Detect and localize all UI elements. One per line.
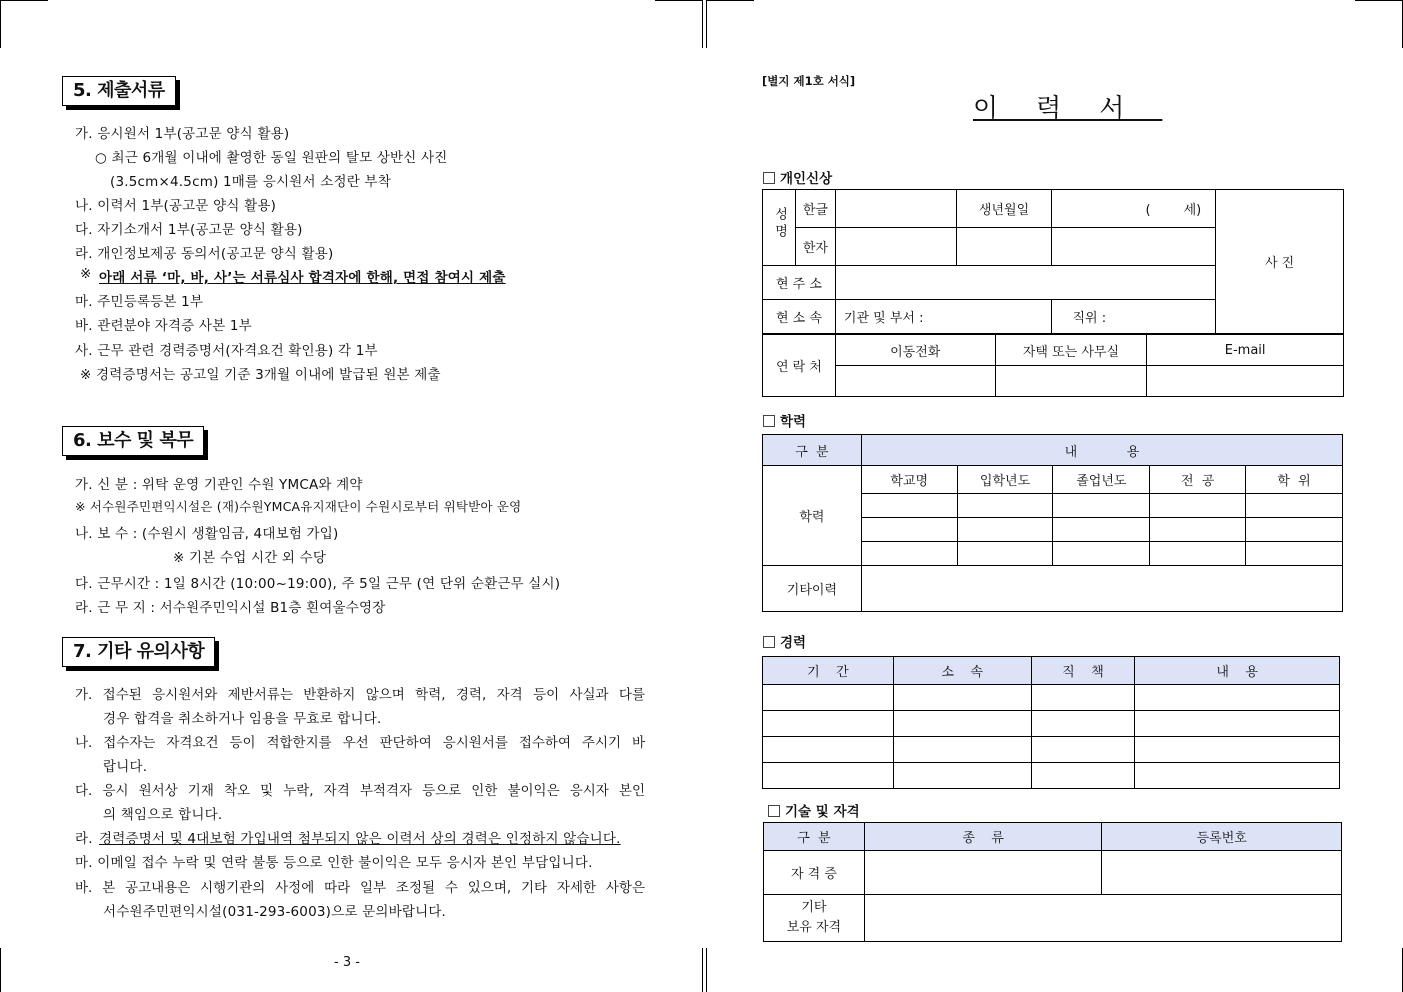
career-cell[interactable] [893,737,1031,763]
edu-cell[interactable] [1053,518,1150,542]
section-5-heading: 5. 제출서류 [62,76,176,106]
text-line: 나. 이력서 1부(공고문 양식 활용) [75,198,277,214]
edu-sub-header: 학교명 [861,466,957,494]
notice-text: 아래 서류 ‘마, 바, 사’는 서류심사 합격자에 한해, 면접 참여시 제출 [99,270,506,286]
career-table [762,656,1340,789]
hanja-label: 한자 [795,228,835,266]
edu-cell[interactable] [957,542,1053,566]
underlined-notice: 경력증명서 및 4대보험 가입내역 첨부되지 않은 이력서 상의 경력은 인정하지 않습니다. [99,831,621,847]
edu-cell[interactable] [861,494,957,518]
text-line: 다. 근무시간 : 1일 8시간 (10:00~19:00), 주 5일 근무 (연 단위 순환근무 실시) [75,576,561,592]
checkbox-icon [763,172,775,184]
section-6-heading: 6. 보수 및 복무 [62,426,204,456]
career-col-period: 기 간 [763,657,894,685]
text-line: 경우 합격을 취소하거나 임용을 무효로 합니다. [103,711,382,727]
edu-cell[interactable] [1246,518,1343,542]
mobile-header: 이동전화 [835,335,995,366]
edu-cell[interactable] [1246,542,1343,566]
crop-mark [0,0,1,48]
cert-table [763,822,1342,942]
hangul-field[interactable] [835,190,956,228]
address-field[interactable] [835,266,1215,300]
career-cell[interactable] [1135,737,1340,763]
address-label: 현 주 소 [763,266,836,300]
text-line: 마. 주민등록등본 1부 [75,294,204,310]
text-line: 서수원주민편익시설(031-293-6003)으로 문의바랍니다. [103,904,447,920]
career-cell[interactable] [1135,685,1340,711]
edu-sub-header: 학 위 [1246,466,1343,494]
education-section-title: 학력 [763,410,806,430]
contact-table [762,334,1344,397]
other-cert-label-line2: 보유 자격 [786,920,842,935]
text-line: 마. 이메일 접수 누락 및 연락 불통 등으로 인한 불이익은 모두 응시자 본인 부담입니다. [75,855,593,871]
hangul-label: 한글 [795,190,835,228]
notice-mark: ※ [80,266,92,282]
personal-section-title: 개인신상 [763,167,832,187]
career-col-org: 소 속 [893,657,1031,685]
hanja-extra-field[interactable] [956,228,1052,266]
mobile-field[interactable] [835,366,995,397]
text-line: 가. 신 분 : 위탁 운영 기관인 수원 YMCA와 계약 [75,477,363,493]
text-line: 다. 자기소개서 1부(공고문 양식 활용) [75,222,303,238]
text-line: 다. 응시 원서상 기재 착오 및 누락, 자격 부적격자 등으로 인한 불이익은 응시자 본인 [75,783,645,799]
career-cell[interactable] [1031,737,1135,763]
checkbox-icon [768,805,780,817]
career-cell[interactable] [893,763,1031,789]
checkbox-icon [763,636,775,648]
cert-col-type: 종 류 [864,823,1102,851]
text-line: 라. 근 무 지 : 서수원주민익시설 B1층 흰여울수영장 [75,600,386,616]
career-cell[interactable] [893,711,1031,737]
other-cert-label-line1: 기타 [801,900,827,915]
edu-cell[interactable] [861,518,957,542]
org-field[interactable]: 기관 및 부서 : [835,300,1052,334]
edu-cell[interactable] [1053,494,1150,518]
career-cell[interactable] [1031,685,1135,711]
section-7-heading: 7. 기타 유의사항 [62,637,215,667]
text-line: 가. 접수된 응시원서와 제반서류는 반환하지 않으며 학력, 경력, 자격 등이 사실과 다를 [75,687,645,703]
text-line: 바. 본 공고내용은 시행기관의 사정에 따라 일부 조정될 수 있으며, 기타 자세한 사항은 [75,880,645,896]
hanja-field[interactable] [835,228,956,266]
home-header: 자택 또는 사무실 [995,335,1147,366]
cert-type-field[interactable] [864,851,1102,895]
edu-cell[interactable] [1246,494,1343,518]
other-cert-field[interactable] [864,895,1341,942]
email-header: E-mail [1147,335,1344,366]
edu-cell[interactable] [861,542,957,566]
edu-cell[interactable] [957,494,1053,518]
career-cell[interactable] [763,685,894,711]
cert-number-field[interactable] [1102,851,1342,895]
birth-label: 생년월일 [956,190,1052,228]
edu-sub-header: 전 공 [1150,466,1246,494]
edu-row-label: 학력 [763,466,862,566]
page-title: 이력서 [973,94,1163,124]
other-cert-label [764,895,865,942]
cert-section-title: 기술 및 자격 [768,800,860,820]
cert-col-number: 등록번호 [1102,823,1342,851]
career-cell[interactable] [763,737,894,763]
birth-field[interactable]: ( 세) [1052,190,1216,228]
crop-mark [706,0,754,1]
affiliation-label: 현 소 속 [763,300,836,334]
text-line: 사. 근무 관련 경력증명서(자격요건 확인용) 각 1부 [75,343,378,359]
career-cell[interactable] [1135,711,1340,737]
personal-info-table [762,189,1344,334]
form-label: [별지 제1호 서식] [762,74,856,88]
home-field[interactable] [995,366,1147,397]
crop-mark [706,0,707,48]
text-line: 랍니다. [103,759,148,775]
edu-cell[interactable] [1150,494,1246,518]
crop-mark [655,0,703,1]
checkbox-icon [763,415,775,427]
text-line: ※ 서수원주민편익시설은 (재)수원YMCA유지재단이 수원시로부터 위탁받아 운영 [75,499,522,514]
edu-cell[interactable] [957,518,1053,542]
edu-sub-header: 졸업년도 [1053,466,1150,494]
text-line: 나. 접수자는 자격요건 등이 적합한지를 우선 판단하여 응시원서를 접수하여 주시기 바 [75,735,645,751]
text-line: (3.5cm×4.5cm) 1매를 응시원서 소정란 부착 [110,174,391,190]
text-line: 나. 보 수 : (수원시 생활임금, 4대보험 가입) [75,526,339,542]
hanja-extra-field-2[interactable] [1052,228,1216,266]
crop-mark [702,0,703,48]
text-line: 라. [75,831,93,847]
text-line: 의 책임으로 합니다. [103,807,223,823]
email-field[interactable] [1147,366,1344,397]
page-number: - 3 - [334,955,360,970]
edu-cell[interactable] [1150,518,1246,542]
other-history-label: 기타이력 [763,566,862,612]
other-history-field[interactable] [861,566,1342,612]
text-line: 라. 개인정보제공 동의서(공고문 양식 활용) [75,246,334,262]
cert-col-category: 구 분 [764,823,865,851]
text-line: ※ 기본 수업 시간 외 수당 [173,550,327,566]
text-line: ○ 최근 6개월 이내에 촬영한 동일 원판의 탈모 상반신 사진 [95,150,448,166]
name-label: 성명 [763,190,796,266]
career-col-title: 직 책 [1031,657,1135,685]
crop-mark [0,948,1,992]
crop-mark [1355,0,1403,1]
crop-mark [0,0,48,1]
text-line: ※ 경력증명서는 공고일 기준 3개월 이내에 발급된 원본 제출 [80,367,441,383]
career-col-content: 내 용 [1135,657,1340,685]
edu-sub-header: 입학년도 [957,466,1053,494]
edu-cell[interactable] [1053,542,1150,566]
career-cell[interactable] [1031,711,1135,737]
career-cell[interactable] [1031,763,1135,789]
photo-box[interactable]: 사 진 [1216,190,1344,334]
career-cell[interactable] [763,711,894,737]
text-line: 가. 응시원서 1부(공고문 양식 활용) [75,126,290,142]
position-field[interactable]: 직위 : [1052,300,1216,334]
career-section-title: 경력 [763,631,806,651]
education-table [762,434,1343,612]
crop-mark [706,948,707,992]
career-cell[interactable] [1135,763,1340,789]
crop-mark [702,948,703,992]
edu-col-content: 내 용 [861,435,1342,466]
contact-label: 연 락 처 [763,335,836,397]
edu-col-category: 구 분 [763,435,862,466]
edu-cell[interactable] [1150,542,1246,566]
cert-row-label: 자 격 증 [764,851,865,895]
career-cell[interactable] [763,763,894,789]
text-line: 바. 관련분야 자격증 사본 1부 [75,318,252,334]
career-cell[interactable] [893,685,1031,711]
